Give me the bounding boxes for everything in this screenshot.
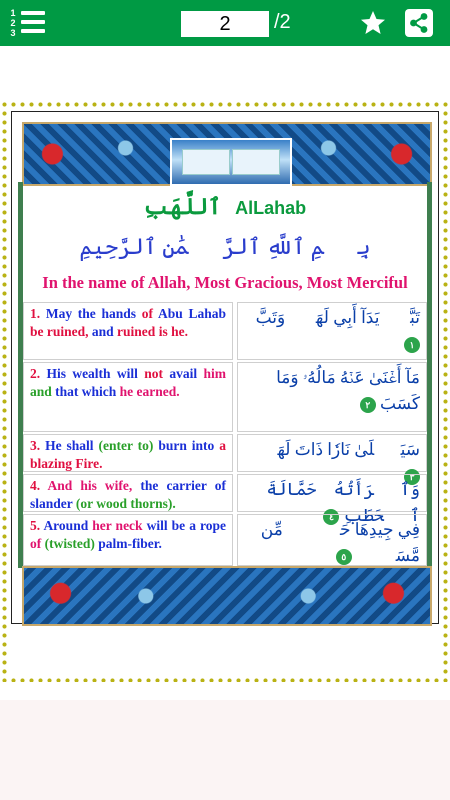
- ayah-end-icon: ٤: [323, 509, 339, 525]
- verse-row: [23, 434, 427, 483]
- verse-arabic: فِي جِيدِهَا حَبۡلٞ مِّن مَّسَدِۭ ٥: [237, 514, 427, 566]
- side-ornament-right: [427, 182, 432, 568]
- surah-list-menu-icon[interactable]: [8, 7, 48, 39]
- translation-segment: ruined: [117, 324, 159, 339]
- surah-title: [23, 194, 427, 220]
- translation-segment: (twisted): [44, 536, 99, 551]
- verse-row: [23, 514, 427, 566]
- share-icon[interactable]: [404, 8, 434, 38]
- favorite-star-icon[interactable]: [358, 8, 388, 38]
- translation-segment: And his wife,: [47, 478, 141, 493]
- translation-segment: palm-fiber.: [98, 536, 162, 551]
- ayah-end-icon: ٥: [336, 549, 352, 565]
- translation-segment: His wealth will: [46, 366, 145, 381]
- ayah-end-icon: ٢: [360, 397, 376, 413]
- translation-segment: avail: [169, 366, 204, 381]
- translation-segment: (enter to): [98, 438, 159, 453]
- ornament-header-image: [22, 122, 432, 186]
- verse-translation: [23, 474, 233, 512]
- surah-arabic-name: ٱللَّهَبِ: [143, 194, 222, 219]
- top-app-bar: [0, 0, 450, 46]
- translation-segment: him: [203, 366, 226, 381]
- translation-segment: 2.: [30, 366, 47, 381]
- translation-segment: the carrier of slander: [30, 478, 226, 511]
- ornament-footer-image: [22, 566, 432, 626]
- verse-arabic: وَٱمۡرَأَتُهُۥ حَمَّالَةَ ٱلۡحَطَبِ ٤: [237, 474, 427, 512]
- menu-numbers: 1 2 3: [10, 8, 16, 38]
- bismillah-arabic: بِسۡمِ ٱللَّهِ ٱلرَّحۡمَٰنِ ٱلرَّحِيمِ: [79, 234, 371, 259]
- translation-segment: 4.: [30, 478, 48, 493]
- page-total: /2: [274, 11, 291, 33]
- footer-area: [0, 700, 450, 800]
- verse-arabic: سَيَصۡلَىٰ نَارٗا ذَاتَ لَهَبٖ ٣: [237, 434, 427, 472]
- translation-segment: be ruined,: [30, 324, 92, 339]
- ayah-end-icon: ١: [404, 337, 420, 353]
- translation-segment: her neck: [92, 518, 147, 533]
- translation-segment: a rope: [189, 518, 226, 533]
- translation-segment: Abu Lahab: [157, 306, 226, 321]
- open-quran-image: [170, 138, 292, 186]
- translation-segment: and: [91, 324, 118, 339]
- translation-segment: Around: [43, 518, 93, 533]
- translation-segment: of: [141, 306, 158, 321]
- translation-segment: and: [30, 384, 56, 399]
- translation-segment: he: [119, 384, 137, 399]
- verse-row: [23, 302, 427, 360]
- verse-arabic: تَبَّتۡ يَدَآ أَبِي لَهَبٖ وَتَبَّ ١: [237, 302, 427, 360]
- verse-translation: [23, 514, 233, 566]
- verse-arabic: مَآ أَغۡنَىٰ عَنۡهُ مَالُهُۥ وَمَا كَسَبَ ٢: [237, 362, 427, 432]
- translation-segment: that which: [55, 384, 120, 399]
- verse-row: [23, 474, 427, 525]
- translation-segment: 3.: [30, 438, 46, 453]
- verse-translation: [23, 362, 233, 432]
- translation-segment: He shall: [45, 438, 99, 453]
- translation-segment: is he.: [158, 324, 188, 339]
- translation-segment: not: [144, 366, 170, 381]
- surah-english-name: AlLahab: [235, 198, 307, 218]
- translation-segment: burn into: [158, 438, 220, 453]
- translation-segment: 5.: [30, 518, 44, 533]
- surah-page: [11, 111, 439, 624]
- verse-row: [23, 362, 427, 432]
- translation-segment: May the hands: [45, 306, 142, 321]
- bismillah-english: In the name of Allah, Most Gracious, Most Merciful: [42, 273, 408, 292]
- translation-segment: earned.: [136, 384, 180, 399]
- verse-translation: [23, 434, 233, 472]
- page-number-input[interactable]: [181, 11, 269, 37]
- ayah-end-icon: ٣: [404, 469, 420, 485]
- verse-translation: [23, 302, 233, 360]
- decorative-star-border: [0, 100, 450, 682]
- translation-segment: of: [30, 536, 45, 551]
- translation-segment: will be: [146, 518, 190, 533]
- translation-segment: (or wood thorns).: [75, 496, 176, 511]
- translation-segment: 1.: [30, 306, 46, 321]
- translation-segment: a blazing Fire.: [30, 438, 226, 471]
